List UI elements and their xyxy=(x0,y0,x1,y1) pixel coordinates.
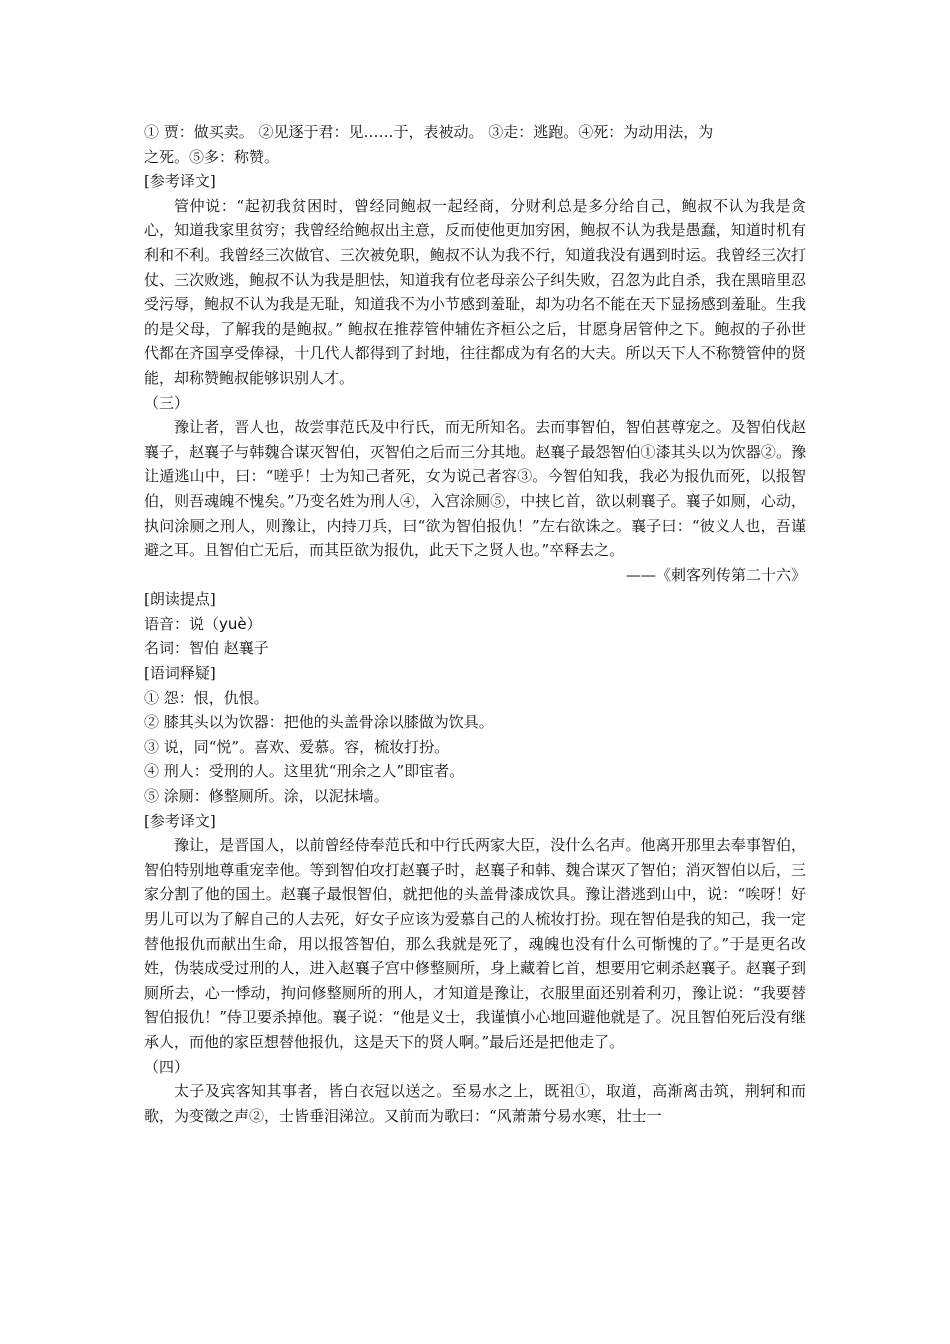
pronunciation-line xyxy=(144,612,806,637)
reading-tips-heading: [朗读提点] xyxy=(144,590,216,609)
glossary-item: ⑤ 涂厕：修整厕所。涂，以泥抹墙。 xyxy=(144,787,389,806)
names-line: 名词：智伯 赵襄子 xyxy=(144,639,269,658)
section-heading: （三） xyxy=(144,393,190,412)
source-citation: ——《刺客列传第二十六》 xyxy=(625,565,806,584)
translation-paragraph: 豫让，是晋国人，以前曾经侍奉范氏和中行氏两家大臣，没什么名声。他离开那里去奉事智伯，智伯特别地尊重宠幸他。等到智伯攻打赵襄子时，赵襄子和韩、魏合谋灭了智伯；消灭智伯以后，三家分割了他的国土。赵襄子最恨智伯，就把他的头盖骨漆成饮具。豫让潜逃到山中，说：“唉呀！好男儿可以为了解自己的人去死，好女子应该为爱慕自己的人梳妆打扮。现在智伯是我的知己，我一定替他报仇而献出生命，用以报答智伯，那么我就是死了，魂魄也没有什么可惭愧的了。”于是更名改姓，伪装成受过刑的人，进入赵襄子宫中修整厕所，身上藏着匕首，想要用它刺杀赵襄子。赵襄子到厕所去，心一悸动，拘问修整厕所的刑人，才知道是豫让，衣服里面还别着利刃，豫让说：“我要替智伯报仇！”侍卫要杀掉他。襄子说：“他是义士，我谨慎小心地回避他就是了。况且智伯死后没有继承人，而他的家臣想替他报仇，这是天下的贤人啊。”最后还是把他走了。 xyxy=(144,836,806,1051)
note-line: 之死。⑤多：称赞。 xyxy=(144,147,280,166)
section-heading: （四） xyxy=(144,1057,190,1076)
glossary-item: ④ 刑人：受刑的人。这里犹“刑余之人”即宦者。 xyxy=(144,762,465,781)
glossary-heading: [语词释疑] xyxy=(144,664,216,683)
translation-heading: [参考译文] xyxy=(144,811,216,830)
glossary-item: ③ 说，同“悦”。喜欢、爱慕。容，梳妆打扮。 xyxy=(144,737,450,756)
glossary-item: ② 膝其头以为饮器：把他的头盖骨涂以膝做为饮具。 xyxy=(144,713,494,732)
glossary-item: ① 怨：恨，仇恨。 xyxy=(144,688,269,707)
translation-heading: [参考译文] xyxy=(144,172,216,191)
classical-text-paragraph: 太子及宾客知其事者，皆白衣冠以送之。至易水之上，既祖①，取道，高渐离击筑，荆轲和而歌，为变徵之声②，士皆垂泪涕泣。又前而为歌曰：“风萧萧兮易水寒，壮士一 xyxy=(144,1082,806,1125)
classical-text-paragraph: 豫让者，晋人也，故尝事范氏及中行氏，而无所知名。去而事智伯，智伯甚尊宠之。及智伯伐赵襄子，赵襄子与韩魏合谋灭智伯，灭智伯之后而三分其地。赵襄子最怨智伯①漆其头以为饮器②。豫让遁逃山中，曰：“嗟乎！士为知己者死，女为说己者容③。今智伯知我，我必为报仇而死，以报智伯，则吾魂魄不愧矣。”乃变名姓为刑人④，入宫涂厕⑤，中挟匕首，欲以刺襄子。襄子如厕，心动，执问涂厕之刑人，则豫让，内持刀兵，曰“欲为智伯报仇！”左右欲诛之。襄子曰：“彼义人也，吾谨避之耳。且智伯亡无后，而其臣欲为报仇，此天下之贤人也。”卒释去之。 xyxy=(144,418,806,560)
pronunciation-pinyin: yuè xyxy=(219,614,247,633)
pronunciation-close: ） xyxy=(246,614,262,633)
translation-paragraph: 管仲说：“起初我贫困时，曾经同鲍叔一起经商，分财利总是多分给自己，鲍叔不认为我是贪心，知道我家里贫穷；我曾经给鲍叔出主意，反而使他更加穷困，鲍叔不认为我是愚蠢，知道时机有利和不利。我曾经三次做官、三次被免职，鲍叔不认为我不行，知道我没有遇到时运。我曾经三次打仗、三次败逃，鲍叔不认为我是胆怯，知道我有位老母亲公子纠失败，召忽为此自杀，我在黑暗里忍受污辱，鲍叔不认为我是无耻，知道我不为小节感到羞耻，却为功名不能在天下显扬感到羞耻。生我的是父母，了解我的是鲍叔。” 鲍叔在推荐管仲辅佐齐桓公之后，甘愿身居管仲之下。鲍叔的子孙世代都在齐国享受俸禄，十几代人都得到了封地，往往都成为有名的大夫。所以天下人不称赞管仲的贤能，却称赞鲍叔能够识别人才。 xyxy=(144,196,806,387)
note-line: ① 贾：做买卖。 ②见逐于君：见……于，表被动。 ③走：逃跑。④死：为动用法，为 xyxy=(144,123,714,141)
pronunciation-label: 语音：说（ xyxy=(144,614,220,633)
